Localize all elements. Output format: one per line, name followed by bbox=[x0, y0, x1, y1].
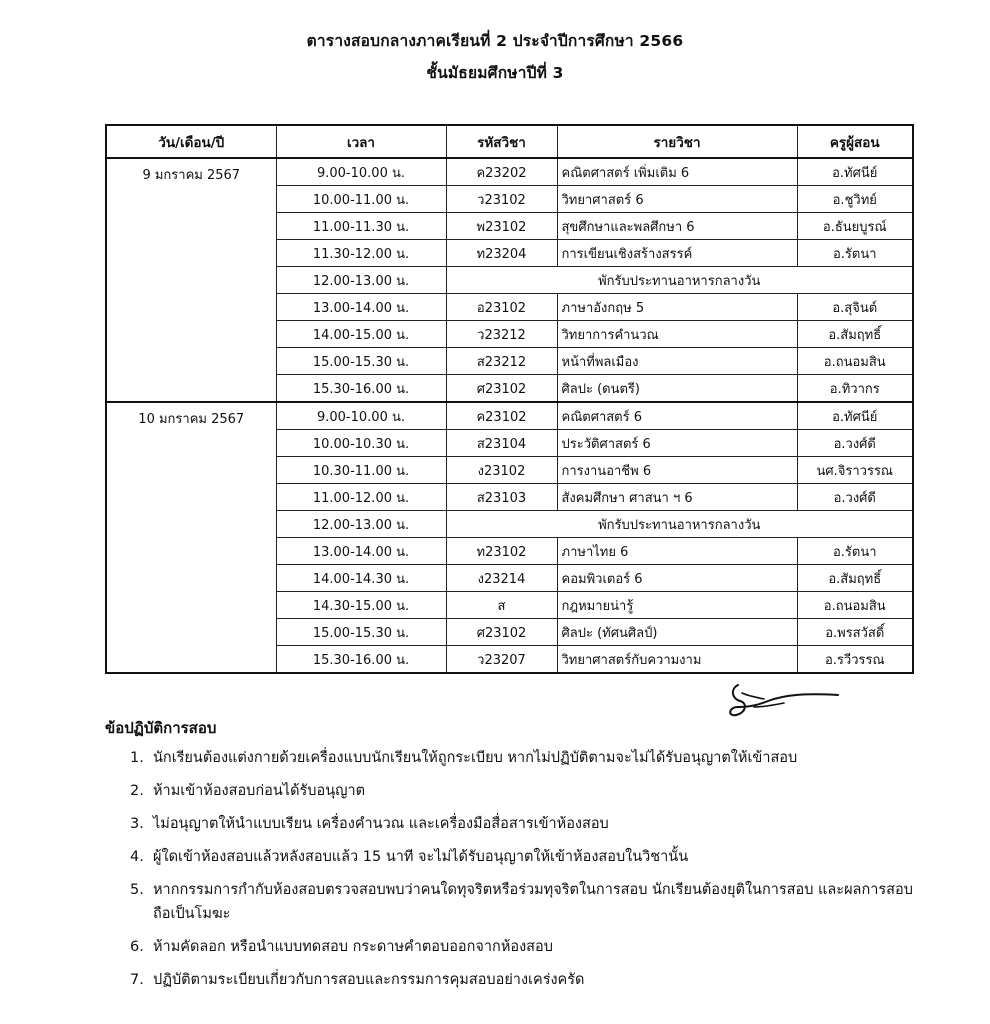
document-subtitle: ชั้นมัธยมศึกษาปีที่ 3 bbox=[426, 64, 564, 82]
subject-code-cell: ศ23102 bbox=[446, 619, 557, 646]
time-cell: 15.30-16.00 น. bbox=[276, 375, 446, 403]
teacher-cell: อ.สุจินต์ bbox=[797, 294, 913, 321]
subject-code-cell: ส bbox=[446, 592, 557, 619]
rule-text: หากกรรมการกำกับห้องสอบตรวจสอบพบว่าคนใดทุจริตหรือร่วมทุจริตในการสอบ นักเรียนต้องยุติในการสอบ และผลการสอบถือเป็นโมฆะ bbox=[153, 882, 913, 922]
teacher-cell: อ.รัตนา bbox=[797, 240, 913, 267]
rule-number: 2. bbox=[130, 783, 144, 799]
subject-code-cell: ค23102 bbox=[446, 402, 557, 430]
table-body bbox=[106, 158, 913, 673]
document-title: ตารางสอบกลางภาคเรียนที่ 2 ประจำปีการศึกษา 2566 bbox=[306, 32, 684, 50]
teacher-cell: อ.พรสวัสดิ์ bbox=[797, 619, 913, 646]
subject-name-cell: คณิตศาสตร์ 6 bbox=[557, 402, 797, 430]
time-cell: 10.00-10.30 น. bbox=[276, 430, 446, 457]
subject-code-cell: ศ23102 bbox=[446, 375, 557, 403]
rule-number: 4. bbox=[130, 849, 144, 865]
rule-text: ผู้ใดเข้าห้องสอบแล้วหลังสอบแล้ว 15 นาที จะไม่ได้รับอนุญาตให้เข้าห้องสอบในวิชานั้น bbox=[153, 849, 689, 865]
subject-name-cell: การเขียนเชิงสร้างสรรค์ bbox=[557, 240, 797, 267]
teacher-cell: อ.ทัศนีย์ bbox=[797, 158, 913, 186]
subject-code-cell: ท23204 bbox=[446, 240, 557, 267]
rule-item bbox=[130, 878, 930, 926]
rule-text: นักเรียนต้องแต่งกายด้วยเครื่องแบบนักเรียนให้ถูกระเบียบ หากไม่ปฏิบัติตามจะไม่ได้รับอนุญาตให้เข้าสอบ bbox=[153, 750, 798, 766]
subject-name-cell: ภาษาอังกฤษ 5 bbox=[557, 294, 797, 321]
lunch-break-cell: พักรับประทานอาหารกลางวัน bbox=[446, 267, 913, 294]
time-cell: 11.00-11.30 น. bbox=[276, 213, 446, 240]
time-cell: 12.00-13.00 น. bbox=[276, 511, 446, 538]
subject-name-cell: ภาษาไทย 6 bbox=[557, 538, 797, 565]
time-cell: 9.00-10.00 น. bbox=[276, 158, 446, 186]
subject-name-cell: กฎหมายน่ารู้ bbox=[557, 592, 797, 619]
time-cell: 10.30-11.00 น. bbox=[276, 457, 446, 484]
time-cell: 9.00-10.00 น. bbox=[276, 402, 446, 430]
rule-number: 3. bbox=[130, 816, 144, 832]
time-cell: 15.30-16.00 น. bbox=[276, 646, 446, 674]
time-cell: 15.00-15.30 น. bbox=[276, 348, 446, 375]
rule-text: ห้ามคัดลอก หรือนำแบบทดสอบ กระดาษคำตอบออกจากห้องสอบ bbox=[153, 939, 553, 955]
subject-name-cell: วิทยาศาสตร์กับความงาม bbox=[557, 646, 797, 674]
rules-list bbox=[130, 746, 930, 1001]
teacher-cell: อ.ทิวากร bbox=[797, 375, 913, 403]
rule-number: 5. bbox=[130, 882, 144, 898]
subject-code-cell: ว23212 bbox=[446, 321, 557, 348]
column-header-time: เวลา bbox=[276, 125, 446, 158]
table-header-row bbox=[106, 125, 913, 158]
time-cell: 14.30-15.00 น. bbox=[276, 592, 446, 619]
subject-name-cell: การงานอาชีพ 6 bbox=[557, 457, 797, 484]
column-header-date: วัน/เดือน/ปี bbox=[106, 125, 276, 158]
table-row bbox=[106, 402, 913, 430]
rule-number: 6. bbox=[130, 939, 144, 955]
subject-name-cell: วิทยาการคำนวณ bbox=[557, 321, 797, 348]
subject-name-cell: คอมพิวเตอร์ 6 bbox=[557, 565, 797, 592]
time-cell: 12.00-13.00 น. bbox=[276, 267, 446, 294]
subject-code-cell: ว23102 bbox=[446, 186, 557, 213]
time-cell: 13.00-14.00 น. bbox=[276, 294, 446, 321]
rule-item bbox=[130, 812, 930, 836]
teacher-cell: อ.ถนอมสิน bbox=[797, 592, 913, 619]
rule-item bbox=[130, 968, 930, 992]
exam-schedule-table bbox=[105, 124, 914, 674]
teacher-cell: อ.ถนอมสิน bbox=[797, 348, 913, 375]
rule-text: ปฏิบัติตามระเบียบเกี่ยวกับการสอบและกรรมการคุมสอบอย่างเคร่งครัด bbox=[153, 972, 585, 988]
subject-code-cell: ส23212 bbox=[446, 348, 557, 375]
teacher-cell: อ.ชูวิทย์ bbox=[797, 186, 913, 213]
subject-name-cell: สุขศึกษาและพลศึกษา 6 bbox=[557, 213, 797, 240]
rule-text: ห้ามเข้าห้องสอบก่อนได้รับอนุญาต bbox=[153, 783, 366, 799]
teacher-cell: อ.วงศ์ดี bbox=[797, 430, 913, 457]
subject-code-cell: ค23202 bbox=[446, 158, 557, 186]
teacher-cell: อ.รัตนา bbox=[797, 538, 913, 565]
teacher-cell: นศ.จิราวรรณ bbox=[797, 457, 913, 484]
teacher-cell: อ.วงศ์ดี bbox=[797, 484, 913, 511]
time-cell: 11.00-12.00 น. bbox=[276, 484, 446, 511]
rule-item bbox=[130, 779, 930, 803]
rule-item bbox=[130, 845, 930, 869]
subject-code-cell: อ23102 bbox=[446, 294, 557, 321]
subject-code-cell: ว23207 bbox=[446, 646, 557, 674]
signature-mark bbox=[724, 677, 844, 725]
rule-item bbox=[130, 746, 930, 770]
subject-name-cell: ศิลปะ (ทัศนศิลป์) bbox=[557, 619, 797, 646]
teacher-cell: อ.รวีวรรณ bbox=[797, 646, 913, 674]
subject-code-cell: ส23103 bbox=[446, 484, 557, 511]
time-cell: 11.30-12.00 น. bbox=[276, 240, 446, 267]
column-header-code: รหัสวิชา bbox=[446, 125, 557, 158]
column-header-teacher: ครูผู้สอน bbox=[797, 125, 913, 158]
column-header-subject: รายวิชา bbox=[557, 125, 797, 158]
rule-item bbox=[130, 935, 930, 959]
subject-code-cell: ส23104 bbox=[446, 430, 557, 457]
time-cell: 15.00-15.30 น. bbox=[276, 619, 446, 646]
subject-code-cell: ง23214 bbox=[446, 565, 557, 592]
rule-text: ไม่อนุญาตให้นำแบบเรียน เครื่องคำนวณ และเครื่องมือสื่อสารเข้าห้องสอบ bbox=[153, 816, 609, 832]
subject-name-cell: สังคมศึกษา ศาสนา ฯ 6 bbox=[557, 484, 797, 511]
rule-number: 1. bbox=[130, 750, 144, 766]
time-cell: 14.00-14.30 น. bbox=[276, 565, 446, 592]
subject-name-cell: ประวัติศาสตร์ 6 bbox=[557, 430, 797, 457]
exam-date-cell: 10 มกราคม 2567 bbox=[106, 402, 276, 673]
subject-name-cell: วิทยาศาสตร์ 6 bbox=[557, 186, 797, 213]
rule-number: 7. bbox=[130, 972, 144, 988]
subject-name-cell: คณิตศาสตร์ เพิ่มเติม 6 bbox=[557, 158, 797, 186]
time-cell: 10.00-11.00 น. bbox=[276, 186, 446, 213]
subject-code-cell: ท23102 bbox=[446, 538, 557, 565]
table-row bbox=[106, 158, 913, 186]
subject-name-cell: หน้าที่พลเมือง bbox=[557, 348, 797, 375]
subject-code-cell: ง23102 bbox=[446, 457, 557, 484]
teacher-cell: อ.สัมฤทธิ์ bbox=[797, 321, 913, 348]
rules-heading: ข้อปฏิบัติการสอบ bbox=[105, 719, 217, 737]
lunch-break-cell: พักรับประทานอาหารกลางวัน bbox=[446, 511, 913, 538]
time-cell: 13.00-14.00 น. bbox=[276, 538, 446, 565]
teacher-cell: อ.ทัศนีย์ bbox=[797, 402, 913, 430]
subject-code-cell: พ23102 bbox=[446, 213, 557, 240]
time-cell: 14.00-15.00 น. bbox=[276, 321, 446, 348]
subject-name-cell: ศิลปะ (ดนตรี) bbox=[557, 375, 797, 403]
teacher-cell: อ.ธันยบูรณ์ bbox=[797, 213, 913, 240]
exam-date-cell: 9 มกราคม 2567 bbox=[106, 158, 276, 402]
teacher-cell: อ.สัมฤทธิ์ bbox=[797, 565, 913, 592]
